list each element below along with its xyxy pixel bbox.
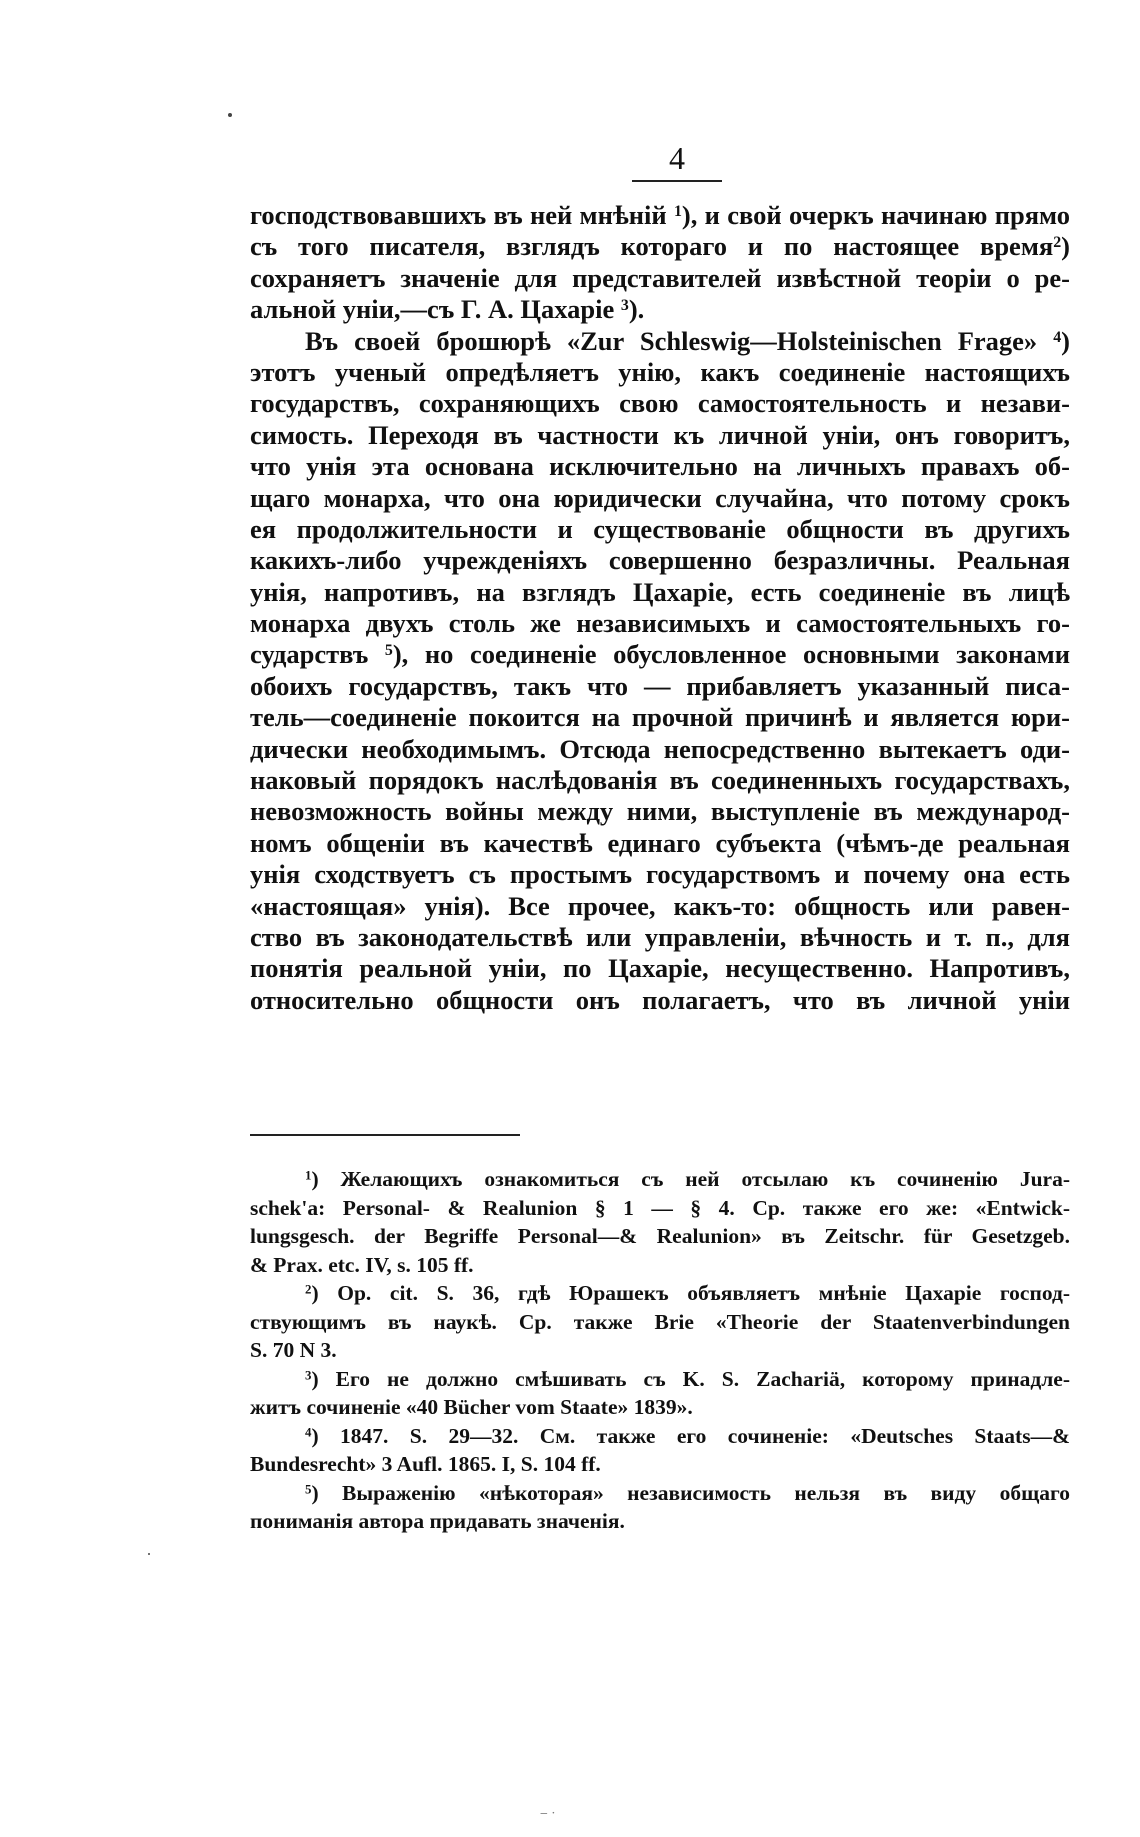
text-line: какихъ-либо учрежденіяхъ совершенно безразличны. Реальная [250,545,1070,576]
footnote-1: $^1$) Желающихъ ознакомиться съ ней отсылаю къ сочиненію Jura- [305,1167,1070,1191]
scan-artifact: ‒ · [540,1806,556,1820]
footnote-line: пониманія автора придавать значенія. [250,1509,625,1533]
main-text [250,200,1070,1016]
text-line: ея продолжительности и существованіе общности въ другихъ [250,513,1070,544]
footnote-line: S. 70 N 3. [250,1338,337,1362]
footnote-5: $^5$) Выраженію «нѣкоторая» независимость нельзя въ виду общаго [305,1480,1070,1505]
scan-speck [148,1553,150,1555]
footnote-ref: 1 [673,203,682,221]
text-line: тель—соединеніе покоится на прочной причинѣ и является юри- [250,702,1070,733]
text-line: государствъ, сохраняющихъ свою самостоятельность и незави- [250,388,1070,419]
footnotes [250,1165,1070,1536]
footnote-line: Bundesrecht» 3 Aufl. 1865. I, S. 104 ff. [250,1452,601,1476]
footnote-mark: 1 [305,1168,312,1183]
footnote-line: житъ сочиненіе «40 Bücher vom Staate» 1839». [250,1395,693,1419]
text-line: дически необходимымъ. Отсюда непосредственно вытекаетъ оди- [250,733,1070,764]
footnote-mark: 4 [305,1425,312,1440]
footnote-ref: 4 [1053,328,1062,346]
text-line: относительно общности онъ полагаетъ, что въ личной уніи [250,984,1070,1015]
page-number: 4 [669,140,685,176]
text-line: «настоящая» унія). Все прочее, какъ-то: общность или равен- [250,890,1070,921]
text-line: невозможность войны между ними, выступленіе въ международ- [250,796,1070,827]
text-line: этотъ ученый опредѣляетъ унію, какъ соединеніе настоящихъ [250,356,1070,387]
text-line: монарха двухъ столь же независимыхъ и самостоятельныхъ го- [250,608,1070,639]
page-number-rule [632,180,722,182]
text-line: симость. Переходя въ частности къ личной уніи, онъ говоритъ, [250,419,1070,450]
footnote-ref: 2 [1053,234,1062,252]
text-line: альной уніи,—съ Г. А. Цахаріе $^3$). [250,294,645,325]
text-line: съ того писателя, взглядъ котораго и по настоящее время$^2$) [250,231,1070,262]
text-line: обоихъ государствъ, такъ что — прибавляетъ указанный писа- [250,670,1070,701]
text-line: Въ своей брошюрѣ «Zur Schleswig—Holsteinischen Frage» $^4$) [305,325,1070,356]
footnote-2: $^2$) Op. cit. S. 36, гдѣ Юрашекъ объявляетъ мнѣніе Цахаріе господ- [305,1281,1070,1305]
footnote-mark: 5 [305,1482,312,1497]
footnote-separator [250,1134,520,1136]
text-line: щаго монарха, что она юридически случайна, что потому срокъ [250,482,1070,513]
text-line: понятія реальной уніи, по Цахаріе, несущественно. Напротивъ, [250,953,1070,984]
footnote-line: lungsgesch. der Begriffe Personal—& Realunion» въ Zeitschr. für Gesetzgeb. [250,1224,1070,1248]
text-line: унія, напротивъ, на взглядъ Цахаріе, есть соединеніе въ лицѣ [250,576,1070,607]
footnote-ref: 3 [620,297,629,315]
footnote-line: schek'a: Personal- & Realunion § 1 — § 4. Ср. также его же: «Entwick- [250,1195,1070,1220]
footnote-3: $^3$) Его не должно смѣшивать съ K. S. Zachariä, которому принадле- [305,1366,1070,1391]
text-line: господствовавшихъ въ ней мнѣній $^1$), и свой очеркъ начинаю прямо [250,200,1070,230]
text-line: наковый порядокъ наслѣдованія въ соединенныхъ государствахъ, [250,765,1070,796]
footnote-ref: 5 [384,642,393,660]
footnote-line: & Prax. etc. IV, s. 105 ff. [250,1252,474,1277]
text-line: сударствъ $^5$), но соединеніе обусловленное основными законами [250,639,1070,670]
footnote-4: $^4$) 1847. S. 29—32. См. также его сочиненіе: «Deutsches Staats—& [305,1423,1070,1448]
text-line: номъ общеніи въ качествѣ единаго субъекта (чѣмъ-де реальная [250,827,1070,858]
footnote-mark: 2 [305,1282,312,1297]
footnote-mark: 3 [305,1368,312,1383]
text-line: сохраняетъ значеніе для представителей извѣстной теоріи о ре- [250,262,1070,293]
text-line: ство въ законодательствѣ или управленіи, вѣчность и т. п., для [250,921,1070,952]
text-line: что унія эта основана исключительно на личныхъ правахъ об- [250,451,1070,482]
scan-speck [228,113,232,117]
text-line: унія сходствуетъ съ простымъ государствомъ и почему она есть [250,859,1070,890]
footnote-line: ствующимъ въ наукѣ. Ср. также Brie «Theorie der Staatenverbindungen [250,1309,1070,1334]
